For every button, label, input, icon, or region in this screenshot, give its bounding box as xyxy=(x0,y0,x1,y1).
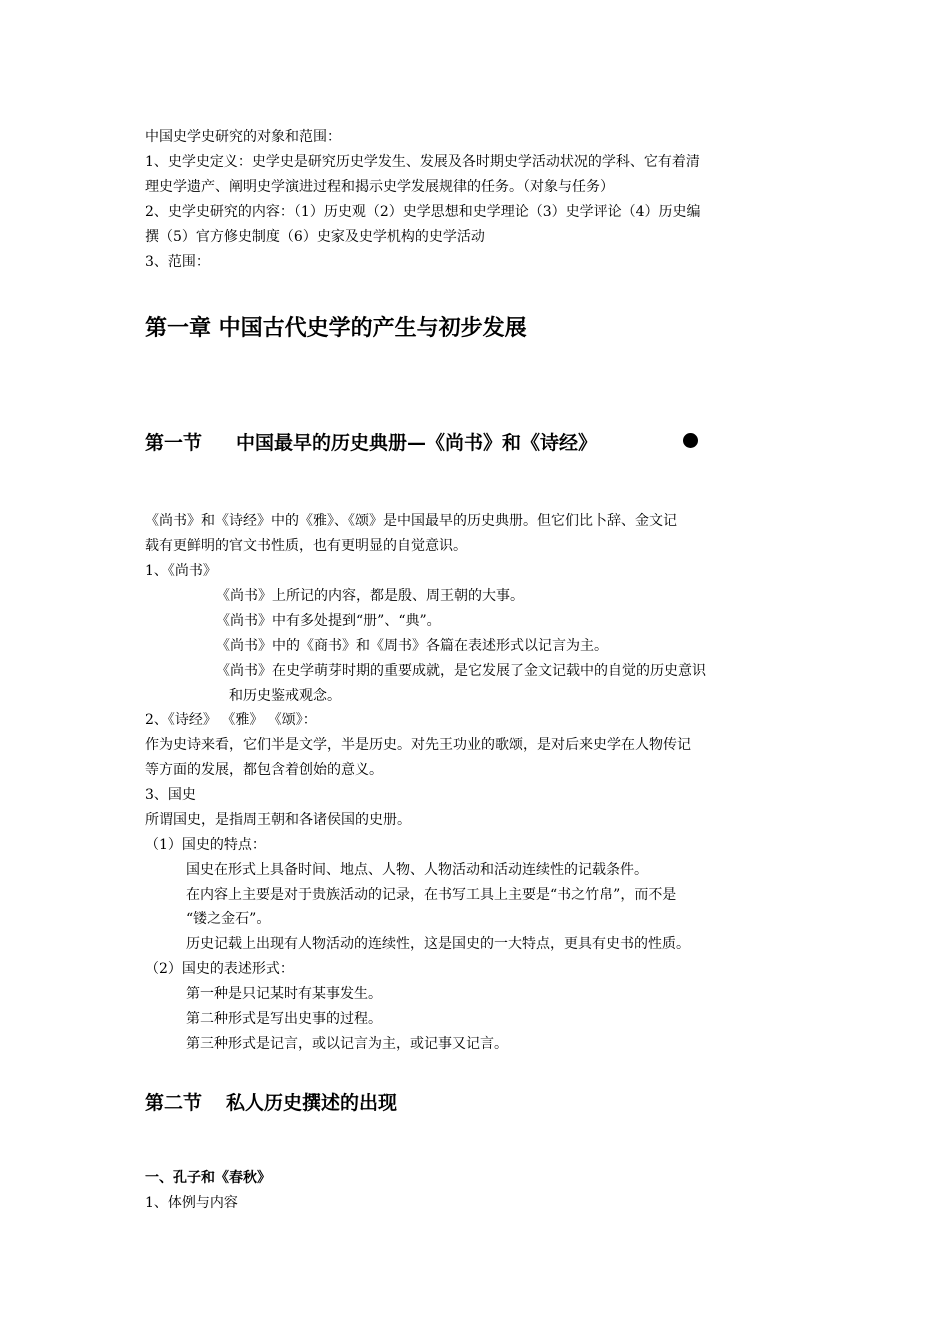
feature-1: 国史在形式上具备时间、地点、人物、人物活动和活动连续性的记载条件。 xyxy=(186,862,648,878)
section-2-label: 第二节 xyxy=(145,1092,203,1114)
shangshu-point-4b: 和历史鉴戒观念。 xyxy=(229,688,341,704)
shijing-line-2: 等方面的发展，都包含着创始的意义。 xyxy=(145,762,383,778)
form-3: 第三种形式是记言，或以记言为主，或记事又记言。 xyxy=(186,1036,508,1052)
shangshu-heading: 1、《尚书》 xyxy=(145,563,217,579)
section-1-label: 第一节 xyxy=(145,432,203,454)
shangshu-point-1: 《尚书》上所记的内容，都是殷、周王朝的大事。 xyxy=(216,588,524,604)
content-line-2: 撰（5）官方修史制度（6）史家及史学机构的史学活动 xyxy=(145,229,485,245)
feature-2b: “镂之金石”。 xyxy=(186,911,271,927)
subsection-item-1: 1、体例与内容 xyxy=(145,1195,238,1211)
shangshu-point-2: 《尚书》中有多处提到“册”、“典”。 xyxy=(216,613,441,629)
feature-3: 历史记载上出现有人物活动的连续性，这是国史的一大特点，更具有史书的性质。 xyxy=(186,936,690,952)
forms-heading: （2）国史的表述形式： xyxy=(145,961,294,977)
form-2: 第二种形式是写出史事的过程。 xyxy=(186,1011,382,1027)
feature-2a: 在内容上主要是对于贵族活动的记录，在书写工具上主要是“书之竹帛”，而不是 xyxy=(186,887,677,903)
shangshu-point-3: 《尚书》中的《商书》和《周书》各篇在表述形式以记言为主。 xyxy=(216,638,608,654)
section-1-intro-2: 载有更鲜明的官文书性质，也有更明显的自觉意识。 xyxy=(145,538,467,554)
shijing-heading: 2、《诗经》 《雅》 《颂》： xyxy=(145,712,317,728)
intro-title: 中国史学史研究的对象和范围： xyxy=(145,129,341,145)
section-2-heading xyxy=(145,1090,397,1116)
section-1-heading xyxy=(145,430,597,456)
definition-line-1: 1、史学史定义：史学史是研究历史学发生、发展及各时期史学活动状况的学科、它有着清 xyxy=(145,154,700,170)
form-1: 第一种是只记某时有某事发生。 xyxy=(186,986,382,1002)
section-2-title: 私人历史撰述的出现 xyxy=(226,1092,398,1114)
features-heading: （1）国史的特点： xyxy=(145,837,266,853)
subsection-heading: 一、孔子和《春秋》 xyxy=(145,1170,271,1186)
content-line-1: 2、史学史研究的内容：（1）历史观（2）史学思想和史学理论（3）史学评论（4）历史编 xyxy=(145,204,701,220)
guoshi-heading: 3、国史 xyxy=(145,787,196,803)
definition-line-2: 理史学遗产、阐明史学演进过程和揭示史学发展规律的任务。（对象与任务） xyxy=(145,179,614,195)
section-1-title: 中国最早的历史典册—《尚书》和《诗经》 xyxy=(236,432,598,454)
chapter-title: 第一章 中国古代史学的产生与初步发展 xyxy=(145,315,527,341)
shangshu-point-4a: 《尚书》在史学萌芽时期的重要成就，是它发展了金文记载中的自觉的历史意识 xyxy=(216,663,706,679)
shijing-line-1: 作为史诗来看，它们半是文学，半是历史。对先王功业的歌颂，是对后来史学在人物传记 xyxy=(145,737,691,753)
section-1-intro-1: 《尚书》和《诗经》中的《雅》、《颂》是中国最早的历史典册。但它们比卜辞、金文记 xyxy=(145,513,677,529)
scope-line: 3、范围： xyxy=(145,254,210,270)
guoshi-definition: 所谓国史，是指周王朝和各诸侯国的史册。 xyxy=(145,812,411,828)
bullet-icon xyxy=(683,433,698,448)
